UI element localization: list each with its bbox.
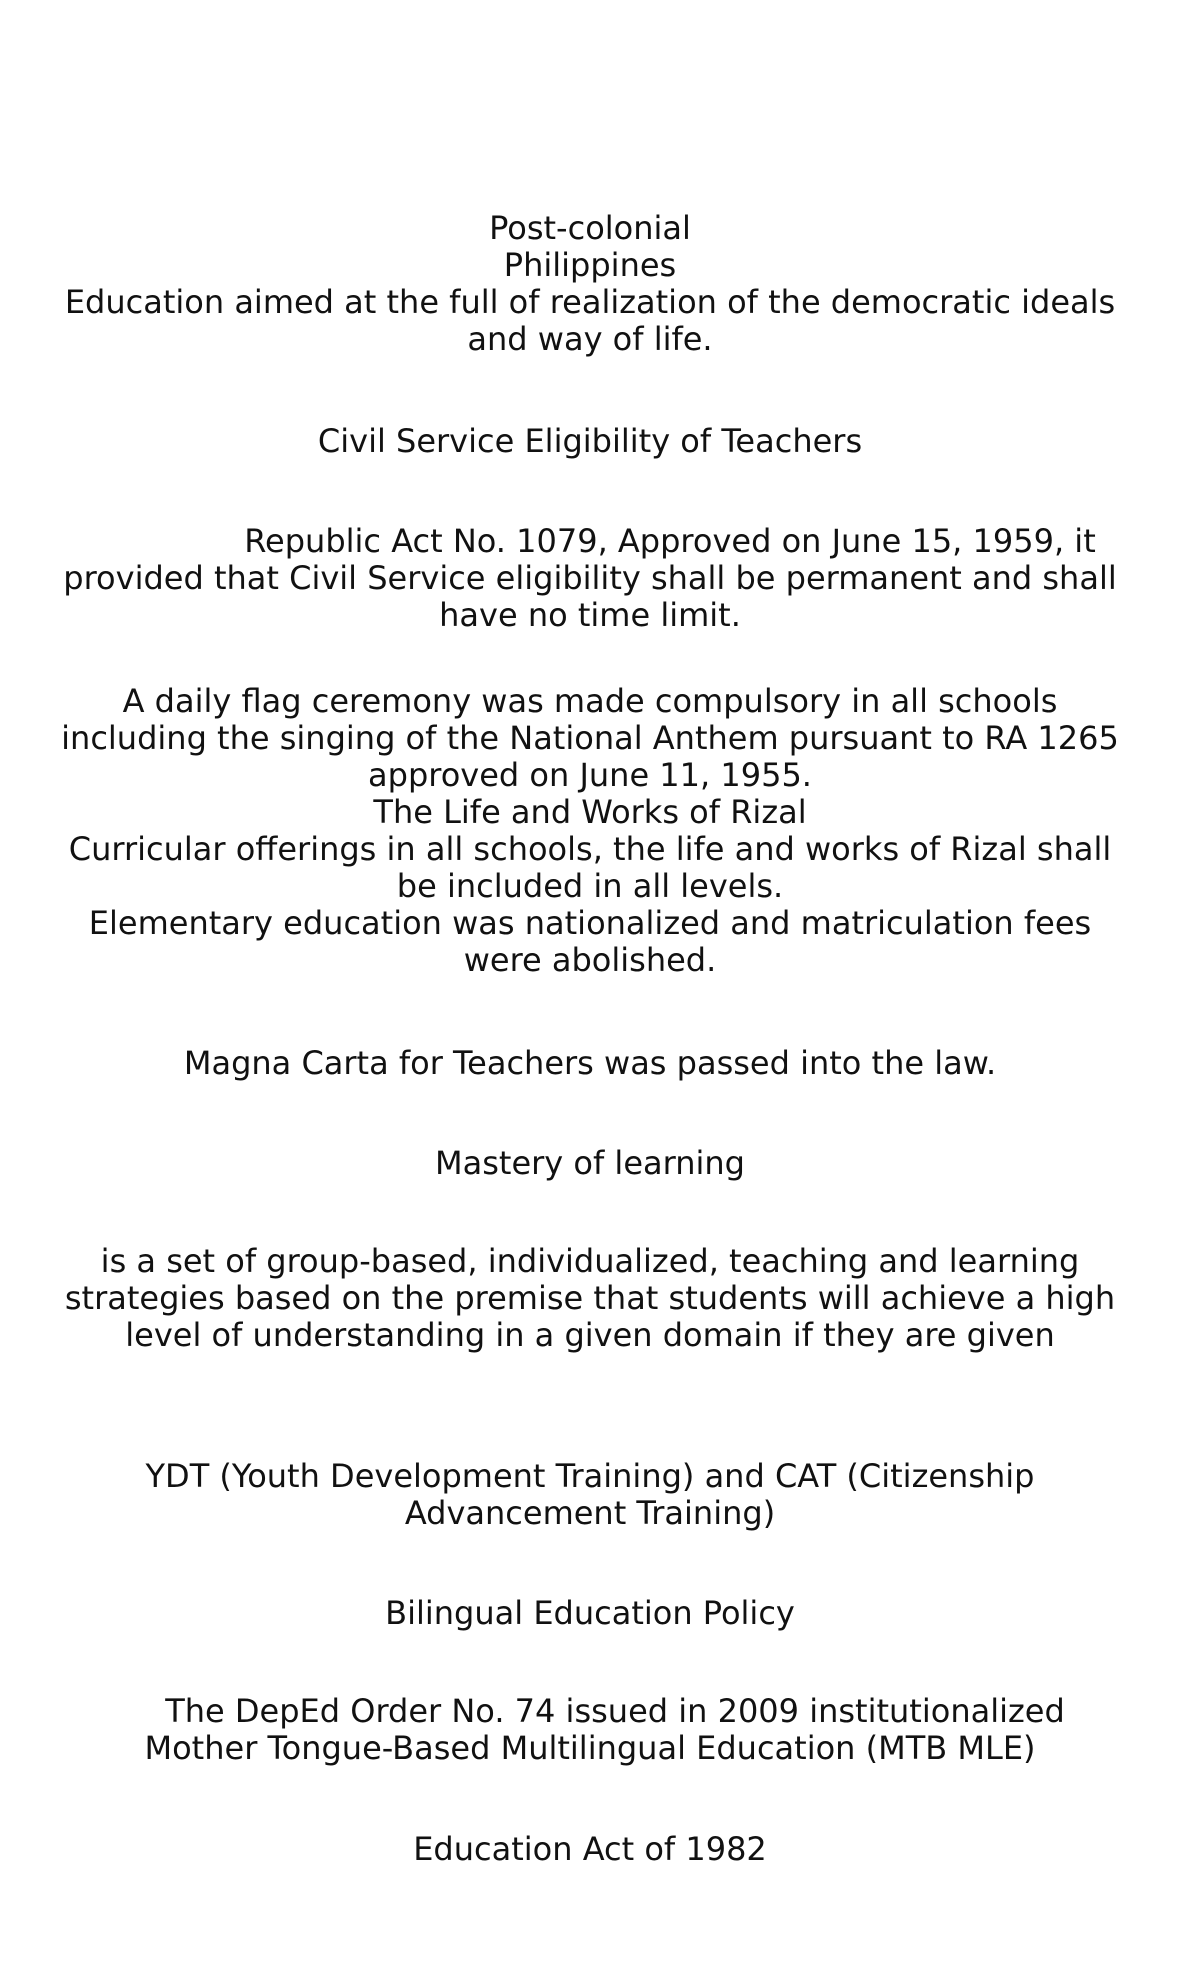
text-line: approved on June 11, 1955.	[368, 756, 812, 794]
post-colonial-block	[50, 210, 1130, 358]
flag-ceremony-block	[50, 683, 1130, 979]
text-line: YDT (Youth Development Training) and CAT (Citizenship	[145, 1457, 1035, 1495]
education-act-heading	[50, 1831, 1130, 1868]
text-line: Curricular offerings in all schools, the life and works of Rizal shall	[68, 830, 1112, 868]
text-line: Education Act of 1982	[413, 1830, 767, 1868]
text-line: A daily flag ceremony was made compulsory in all schools	[122, 682, 1058, 720]
text-line: is a set of group-based, individualized, teaching and learning	[100, 1242, 1080, 1280]
text-line: The DepEd Order No. 74 issued in 2009 institutionalized	[165, 1692, 1065, 1730]
text-line: Republic Act No. 1079, Approved on June 15, 1959, it	[244, 522, 1096, 560]
ydt-cat-block	[50, 1458, 1130, 1532]
deped-order-block	[50, 1693, 1130, 1767]
text-line: Mastery of learning	[435, 1144, 745, 1182]
text-line: be included in all levels.	[396, 867, 784, 905]
text-line: were abolished.	[463, 941, 717, 979]
magna-carta-block	[50, 1045, 1130, 1082]
text-line: including the singing of the National Anthem pursuant to RA 1265	[61, 719, 1119, 757]
mastery-heading	[50, 1145, 1130, 1182]
text-line: and way of life.	[467, 320, 713, 358]
text-line: Civil Service Eligibility of Teachers	[317, 422, 863, 460]
mastery-definition-block	[50, 1243, 1130, 1354]
bilingual-heading	[50, 1595, 1130, 1632]
text-line: level of understanding in a given domain if they are given	[125, 1316, 1055, 1354]
text-line: Elementary education was nationalized and matriculation fees	[88, 904, 1092, 942]
text-line: Mother Tongue-Based Multilingual Education (MTB MLE)	[144, 1729, 1036, 1767]
text-line: Philippines	[503, 246, 677, 284]
text-line: The Life and Works of Rizal	[373, 793, 807, 831]
text-line: Magna Carta for Teachers was passed into the law.	[183, 1044, 997, 1082]
text-line: Education aimed at the full of realization of the democratic ideals	[64, 283, 1116, 321]
civil-service-heading	[50, 423, 1130, 460]
text-line: have no time limit.	[439, 596, 741, 634]
text-line: strategies based on the premise that students will achieve a high	[64, 1279, 1116, 1317]
text-line: provided that Civil Service eligibility shall be permanent and shall	[63, 559, 1117, 597]
text-line: Advancement Training)	[404, 1494, 776, 1532]
text-line: Bilingual Education Policy	[385, 1594, 795, 1632]
republic-act-block	[50, 523, 1130, 634]
text-line: Post-colonial	[489, 209, 691, 247]
